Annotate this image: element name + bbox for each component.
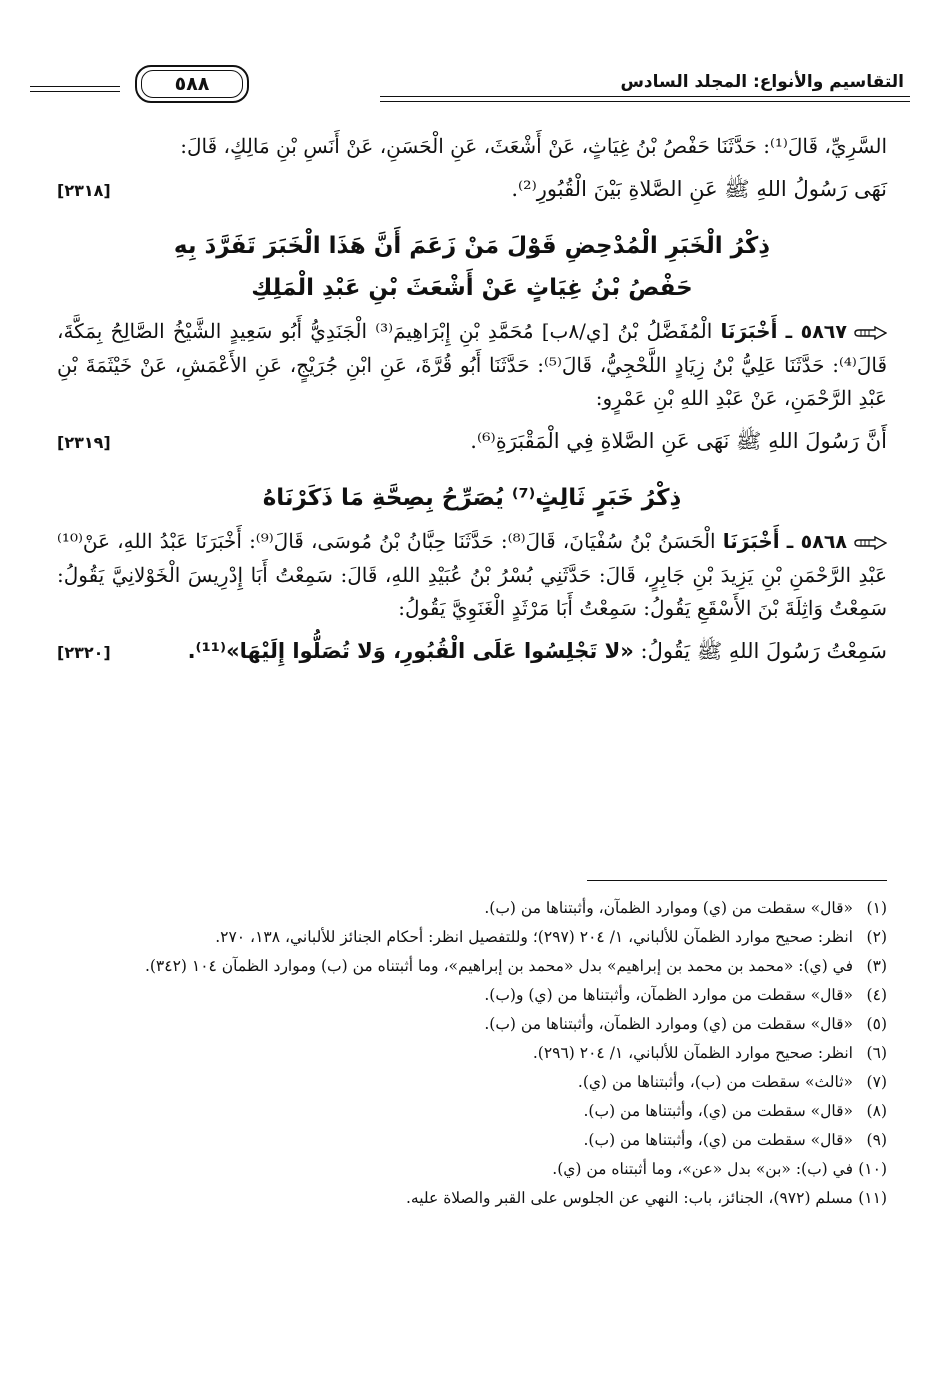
hadith-intro: سَمِعْتُ رَسُولَ اللهِ ﷺ يَقُولُ:	[640, 639, 887, 663]
footnotes	[57, 894, 887, 1213]
hadith-paragraph	[57, 525, 887, 625]
hadith-line	[57, 169, 887, 211]
lead-word: أَخْبَرَنَا	[722, 529, 780, 553]
isnad-text: الْحَسَنُ بْنُ سُفْيَانَ، قَالَ⁽⁸⁾: حَدَّثَنَا حِبَّانُ بْنُ مُوسَى، قَالَ⁽⁹⁾: أَخْبَرَنَا عَبْدُ اللهِ، عَنْ⁽¹⁰⁾ عَبْدِ الرَّحْمَنِ بْنِ يَزِيدَ بْنِ جَابِرٍ، قَالَ: حَدَّثَنِي بُسْرُ بْنُ عُبَيْدِ اللهِ، قَالَ: سَمِعْتُ أَبَا إِدْرِيسَ الْخَوْلانِيَّ يَقُولُ: سَمِعْتُ وَاثِلَةَ بْنَ الأَسْقَعِ يَقُولُ: سَمِعْتُ أَبَا مَرْثَدٍ الْغَنَوِيَّ يَقُولُ:	[57, 529, 887, 620]
hadith-paragraph	[57, 315, 887, 415]
footnote-text: «قال» سقطت من (ي)، وأثبتناها من (ب).	[583, 1131, 853, 1149]
footnote-text: في (ب): «بن» بدل «عن»، وما أثبتناه من (ي).	[552, 1160, 853, 1178]
footnote	[57, 894, 887, 923]
footnote-number: (١٠)	[858, 1160, 887, 1178]
footnote-text: «قال» سقطت من (ي) وموارد الظمآن، وأثبتناها من (ب).	[484, 899, 853, 917]
pointing-hand-icon	[853, 534, 887, 552]
hadith-reference: [٢٣١٩]	[57, 433, 111, 452]
heading-line: ذِكْرُ خَبَرٍ ثَالِثٍ⁽⁷⁾ يُصَرِّحُ بِصِحَّةِ مَا ذَكَرْنَاهُ	[262, 485, 682, 511]
hadith-line	[57, 631, 887, 673]
footnote-number: (١١)	[858, 1189, 887, 1207]
footnote-text: انظر: صحيح موارد الظمآن للألباني، ١/ ٢٠٤ (٢٩٧)؛ وللتفصيل انظر: أحكام الجنائز للألباني، ١٣٨، ٢٧٠.	[215, 928, 853, 946]
footnote-number: (١)	[866, 899, 887, 917]
lead-word: أَخْبَرَنَا	[720, 319, 778, 343]
footnote-text: «قال» سقطت من (ي)، وأثبتناها من (ب).	[583, 1102, 853, 1120]
footnote	[57, 1039, 887, 1068]
footnote-text: في (ي): «محمد بن محمد بن إبراهيم» بدل «محمد بن إبراهيم»، وما أثبتناه من (ب) وموارد الظمآن ١٠٤ (٣٤٢).	[144, 957, 853, 975]
isnad-text: الْمُفَضَّلُ بْنُ [ي/٨ب] مُحَمَّدِ بْنِ إِبْرَاهِيمَ⁽³⁾ الْجَنَدِيُّ أَبُو سَعِيدٍ الشَّيْخُ الصَّالِحُ بِمَكَّةَ، قَالَ⁽⁴⁾: حَدَّثَنَا عَلِيُّ بْنُ زِيَادٍ اللَّحْجِيُّ، قَالَ⁽⁵⁾: حَدَّثَنَا أَبُو قُرَّةَ، عَنِ ابْنِ جُرَيْجٍ، عَنِ الأَعْمَشِ، عَنْ خَيْثَمَةَ بْنِ عَبْدِ الرَّحْمَنِ، عَنْ عَبْدِ اللهِ بْنِ عَمْرٍو:	[57, 319, 888, 410]
footnote-text: «ثالث» سقطت من (ب)، وأثبتناها من (ي).	[577, 1073, 853, 1091]
isnad-paragraph: السَّرِيِّ، قَالَ⁽¹⁾: حَدَّثَنَا حَفْصُ بْنُ غِيَاثٍ، عَنْ أَشْعَثَ، عَنِ الْحَسَنِ، عَنْ أَنَسِ بْنِ مَالِكٍ، قَالَ:	[180, 134, 887, 158]
hadith-reference: [٢٣١٨]	[57, 181, 111, 200]
main-text	[57, 130, 887, 673]
footnote-number: (٨)	[866, 1102, 887, 1120]
page-number-frame	[135, 65, 249, 103]
footnote	[57, 1155, 887, 1184]
footnote-number: (٤)	[866, 986, 887, 1004]
hadith-text: نَهَى رَسُولُ اللهِ ﷺ عَنِ الصَّلاةِ بَيْنَ الْقُبُورِ⁽²⁾.	[511, 177, 887, 201]
hadith-number: ٥٨٦٨ ـ	[786, 531, 848, 553]
header-rule	[380, 96, 910, 97]
footnote	[57, 1184, 887, 1213]
footnote-text: مسلم (٩٧٢)، الجنائز، باب: النهي عن الجلوس على القبر والصلاة عليه.	[405, 1189, 853, 1207]
header-rule	[30, 86, 120, 87]
footnote	[57, 923, 887, 952]
hadith-number: ٥٨٦٧ ـ	[785, 321, 847, 343]
footnote-number: (٥)	[866, 1015, 887, 1033]
footnote-number: (٢)	[866, 928, 887, 946]
chapter-heading	[57, 225, 887, 309]
page-number: ٥٨٨	[141, 70, 243, 98]
footnote-text: «قال» سقطت من (ي) وموارد الظمآن، وأثبتناها من (ب).	[484, 1015, 853, 1033]
hadith-reference: [٢٣٢٠]	[57, 643, 111, 662]
heading-line: حَفْصُ بْنُ غِيَاثٍ عَنْ أَشْعَثَ بْنِ عَبْدِ الْمَلِكِ	[251, 275, 693, 301]
page-header	[30, 62, 910, 104]
footnote	[57, 952, 887, 981]
footnote-text: انظر: صحيح موارد الظمآن للألباني، ١/ ٢٠٤ (٢٩٦).	[532, 1044, 853, 1062]
footnote-number: (٦)	[866, 1044, 887, 1062]
chapter-heading	[57, 477, 887, 519]
footnote	[57, 981, 887, 1010]
footnote-separator	[587, 880, 887, 881]
footnote-number: (٧)	[866, 1073, 887, 1091]
hadith-line	[57, 421, 887, 463]
header-rule	[30, 91, 120, 92]
pointing-hand-icon	[853, 324, 887, 342]
footnote-number: (٣)	[866, 957, 887, 975]
footnote	[57, 1068, 887, 1097]
header-rule	[380, 101, 910, 102]
footnote	[57, 1126, 887, 1155]
footnote-number: (٩)	[866, 1131, 887, 1149]
hadith-text: أَنَّ رَسُولَ اللهِ ﷺ نَهَى عَنِ الصَّلاةِ فِي الْمَقْبَرَةِ⁽⁶⁾.	[470, 429, 887, 453]
footnote-text: «قال» سقطت من موارد الظمآن، وأثبتناها من (ي) و(ب).	[484, 986, 853, 1004]
hadith-quote: «لا تَجْلِسُوا عَلَى الْقُبُورِ، وَلا تُصَلُّوا إِلَيْهَا»⁽¹¹⁾.	[187, 639, 634, 663]
hadith-text	[188, 631, 887, 671]
running-title: التقاسيم والأنواع: المجلد السادس	[620, 72, 904, 92]
footnote	[57, 1097, 887, 1126]
heading-line: ذِكْرُ الْخَبَرِ الْمُدْحِضِ قَوْلَ مَنْ زَعَمَ أَنَّ هَذَا الْخَبَرَ تَفَرَّدَ بِهِ	[173, 233, 771, 259]
footnote	[57, 1010, 887, 1039]
